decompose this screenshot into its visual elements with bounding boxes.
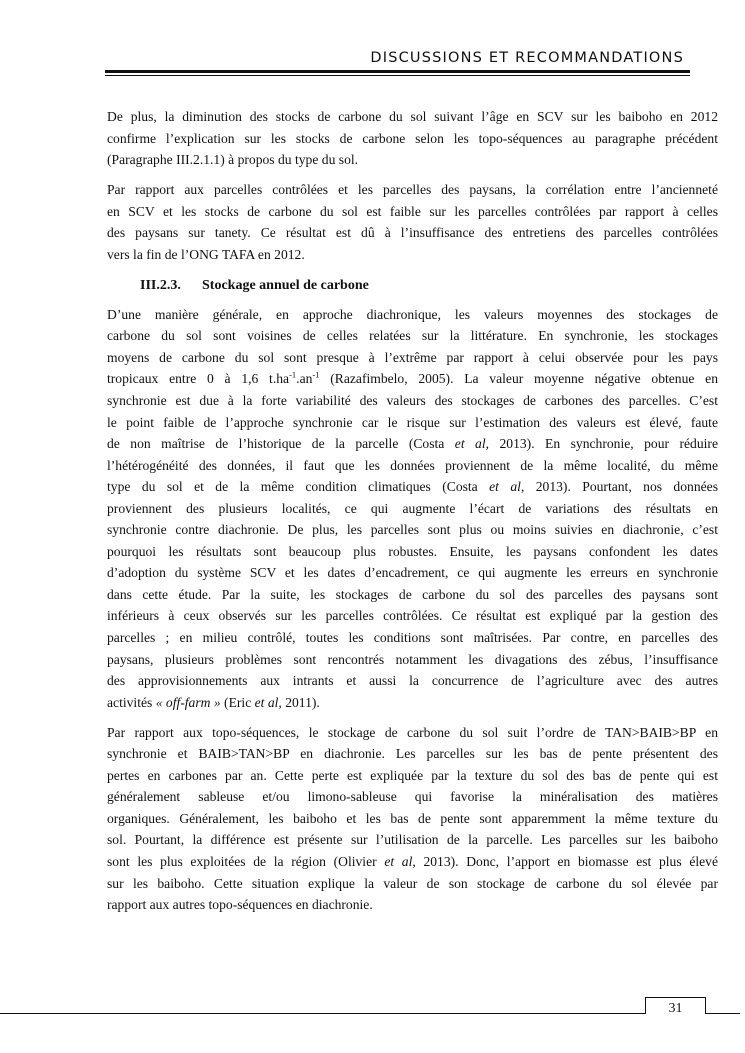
text-segment: tropicaux entre 0 à 1,6 t.ha xyxy=(107,371,290,387)
text-line: synchronie est due à la forte variabilité des valeurs des stockages de carbones des parcelles. C’est xyxy=(107,393,718,409)
text-segment: 2011). xyxy=(281,694,320,710)
text-line xyxy=(107,368,718,390)
paragraph xyxy=(107,179,718,265)
section-title: Stockage annuel de carbone xyxy=(202,277,369,293)
text-line: des approvisionnements aux intrants et aussi la concurrence de l’agriculture avec des autres xyxy=(107,673,718,689)
paragraph xyxy=(107,106,718,171)
text-line: sol. Pourtant, la différence est présente sur l’utilisation de la parcelle. Les parcelles sur les baiboho xyxy=(107,832,718,848)
text-line: sur les baiboho. Cette situation explique la valeur de son stockage de carbone du sol élevée par xyxy=(107,875,718,891)
text-line: Par rapport aux parcelles contrôlées et les parcelles des paysans, la corrélation entre l’ancienneté xyxy=(107,182,718,198)
italic-text: et al, xyxy=(254,694,282,710)
text-segment: , 2013). Donc, l’apport en biomasse est plus élevé xyxy=(412,854,718,869)
text-line: synchronie et BAIB>TAN>BP en diachronie. Les parcelles sur les bas de pente présentent des xyxy=(107,746,718,762)
header-rule-thin xyxy=(105,75,690,76)
text-line: D’une manière générale, en approche diachronique, les valeurs moyennes des stockages de xyxy=(107,306,718,322)
text-line: le point faible de l’approche synchronie car le risque sur l’estimation des valeurs est élevé, faute xyxy=(107,414,718,430)
text-line: pertes en carbones par an. Cette perte est expliquée par la texture du sol des bas de pente qui est xyxy=(107,767,718,783)
page-number: 31 xyxy=(645,997,706,1014)
text-segment: type du sol et de la même condition climatiques (Costa xyxy=(107,479,490,495)
text-line: généralement sableuse et/ou limono-sableuse qui favorise la minéralisation des matières xyxy=(107,789,718,805)
paragraphs-after xyxy=(107,304,718,916)
text-segment: de non maîtrise de l’historique de la parcelle (Costa xyxy=(107,436,455,452)
text-line: organiques. Généralement, les baiboho et les bas de pente sont apparemment la même texture du xyxy=(107,810,718,826)
paragraphs-before xyxy=(107,106,718,265)
text-line: en SCV et les stocks de carbone du sol est faible sur les parcelles contrôlées par rapport à celles xyxy=(107,203,718,219)
text-line: (Paragraphe III.2.1.1) à propos du type du sol. xyxy=(107,152,359,168)
text-line: synchronie contre diachronie. De plus, les parcelles sont plus ou moins suivies en diachronie, c’est xyxy=(107,522,718,538)
text-line: l’hétérogénéité des données, il faut que les données proviennent de la même localité, du même xyxy=(107,457,718,473)
text-segment: , 2013). Pourtant, nos données xyxy=(520,479,718,495)
text-line: des paysans sur tanety. Ce résultat est dû à l’insuffisance des entretiens des parcelles contrôlées xyxy=(107,225,718,241)
text-line xyxy=(107,433,718,455)
text-line xyxy=(107,851,718,873)
italic-text: et al xyxy=(384,854,413,869)
text-line: proviennent des plusieurs localités, ce qui augmente l’écart de variations des résultats en xyxy=(107,500,718,516)
text-line: inférieurs à ceux observés sur les parcelles contrôlées. Ce résultat est expliqué par la gestion des xyxy=(107,608,718,624)
text-line: vers la fin de l’ONG TAFA en 2012. xyxy=(107,246,305,262)
footer-rule xyxy=(0,1013,645,1014)
italic-text: « off-farm » xyxy=(155,694,221,710)
section-number: III.2.3. xyxy=(140,277,181,293)
text-line xyxy=(107,692,718,714)
paragraph xyxy=(107,304,718,713)
text-line: moyens de carbone du sol sont presque à l’extrême par rapport à celui observée pour les pays xyxy=(107,349,718,365)
text-segment: .an xyxy=(296,371,313,387)
superscript: -1 xyxy=(312,369,320,380)
text-line: Par rapport aux topo-séquences, le stockage de carbone du sol suit l’ordre de TAN>BAIB>BP en xyxy=(107,724,718,740)
paragraph xyxy=(107,722,718,916)
header-rule-thick xyxy=(105,70,690,73)
text-segment: sont les plus exploitées de la région (Olivier xyxy=(107,854,385,869)
text-line: dans cette étude. Par la suite, les stockages de carbone du sol des parcelles des paysans sont xyxy=(107,586,718,602)
text-line: parcelles ; en milieu contrôlé, toutes les conditions sont maîtrisées. Par contre, en parcelles des xyxy=(107,630,718,646)
footer-rule-right xyxy=(705,1013,740,1014)
italic-text: et al xyxy=(489,479,521,495)
text-line: pourquoi les résultats sont beaucoup plus robustes. Ensuite, les paysans confondent les dates xyxy=(107,543,718,559)
text-segment: (Razafimbelo, 2005). La valeur moyenne négative obtenue en xyxy=(319,371,718,387)
text-line xyxy=(107,476,718,498)
superscript: -1 xyxy=(289,369,297,380)
text-line: d’adoption du système SCV et les dates d’encadrement, ce qui augmente les erreurs en synchronie xyxy=(107,565,718,581)
running-header: DISCUSSIONS ET RECOMMANDATIONS xyxy=(370,50,684,66)
text-line: paysans, plusieurs problèmes sont rencontrés notamment les divagations des zébus, l’insuffisance xyxy=(107,651,718,667)
text-line: rapport aux autres topo-séquences en diachronie. xyxy=(107,897,373,913)
text-line: carbone du sol sont voisines de celles relatées sur la littérature. En synchronie, les stockages xyxy=(107,328,718,344)
page-body xyxy=(107,106,718,924)
section-heading xyxy=(107,274,718,304)
text-line: De plus, la diminution des stocks de carbone du sol suivant l’âge en SCV sur les baiboho en 2012 xyxy=(107,109,718,124)
italic-text: et al xyxy=(454,436,486,452)
text-segment: activités xyxy=(107,694,156,710)
text-line: confirme l’explication sur les stocks de carbone selon les topo-séquences au paragraphe précédent xyxy=(107,130,718,146)
text-segment: (Eric xyxy=(220,694,255,710)
text-segment: , 2013). En synchronie, pour réduire xyxy=(485,436,718,452)
